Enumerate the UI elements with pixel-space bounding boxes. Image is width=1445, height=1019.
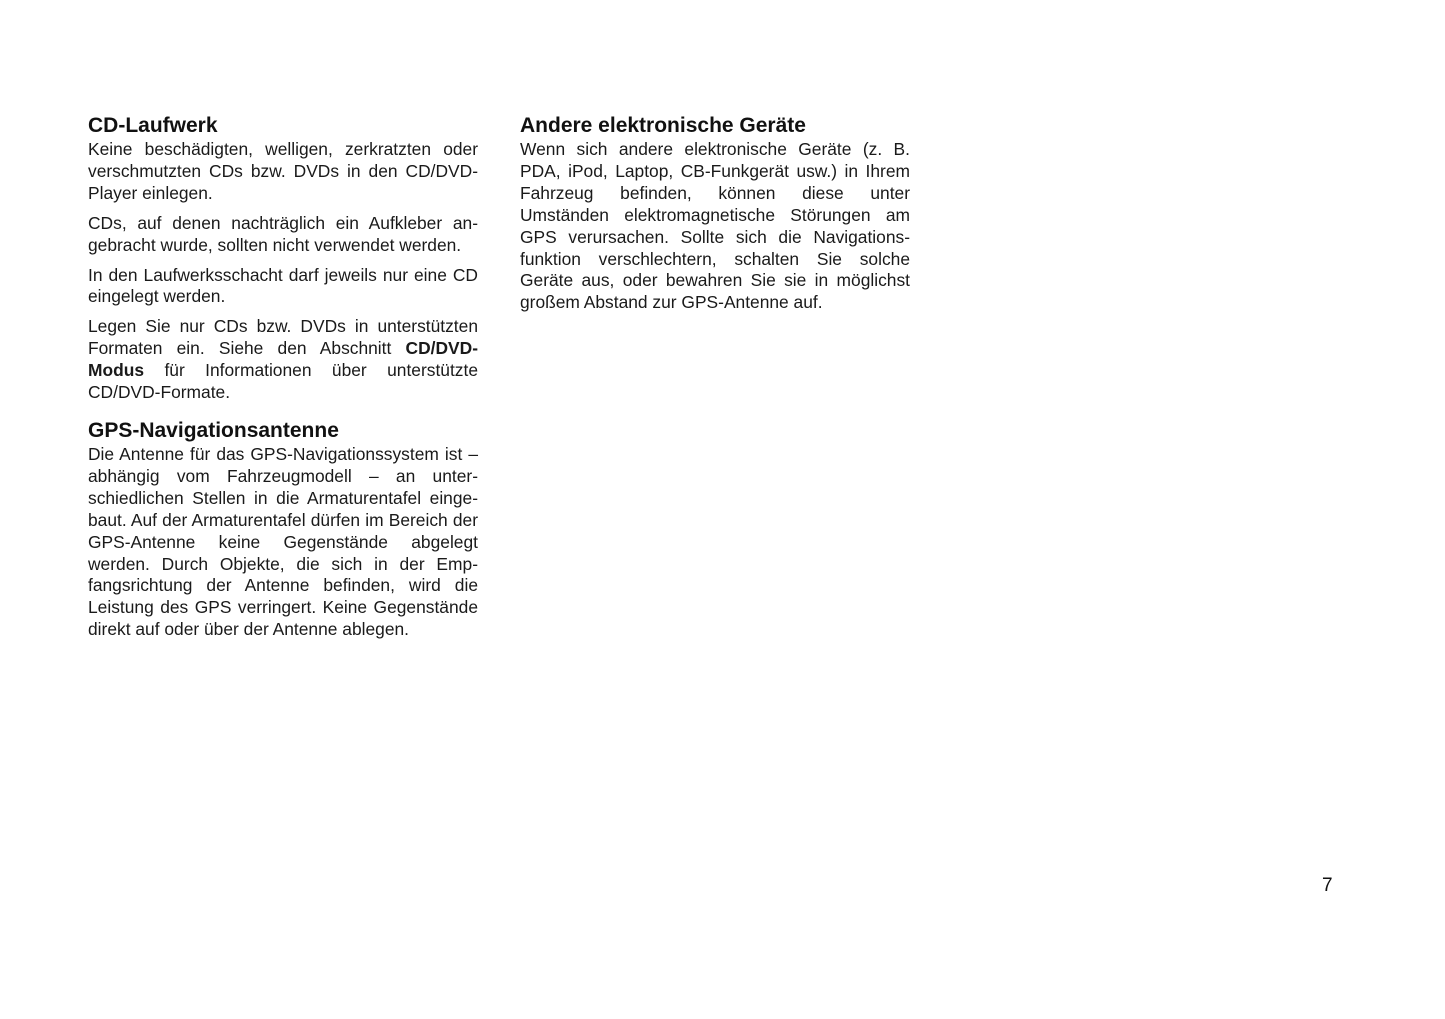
paragraph-cd-2: CDs, auf denen nachträglich ein Aufkleber angebracht wurde, sollten nicht verwendet werden. [88, 212, 478, 255]
paragraph-cd-4-text-before: Legen Sie nur CDs bzw. DVDs in unterstützten Formaten ein. Siehe den Abschnitt [88, 316, 478, 359]
paragraph-cd-4-text-after: für Informationen über unterstützte CD/DVD-Formate. [88, 360, 478, 403]
cross-reference-cd-dvd-modus: CD/DVD-Modus [88, 338, 478, 381]
paragraph-cd-1: Keine beschädigten, welligen, zerkratzten oder verschmutzten CDs bzw. DVDs in den CD/DVD-Player einlegen. [88, 139, 478, 203]
paragraph-cd-3: In den Laufwerksschacht darf jeweils nur eine CD eingelegt werden. [88, 264, 478, 307]
heading-cd-laufwerk: CD-Laufwerk [88, 114, 218, 137]
paragraph-gps-1: Die Antenne für das GPS-Navigationssystem ist – abhängig vom Fahrzeugmodell – an unterschiedlichen Stellen in die Armaturentafel eingebaut. Auf der Armaturentafel dürfen im Bereich der GPS-Antenne keine Gegenstände abgelegt werden. Durch Objekte, die sich in der Empfangsrichtung der Antenne befinden, wird die Leistung des GPS verringert. Keine Gegenstände direkt auf oder über der Antenne ablegen. [88, 443, 478, 640]
section-cd-laufwerk [88, 113, 478, 404]
right-column [520, 113, 910, 322]
paragraph-andere-geraete-1: Wenn sich andere elektronische Geräte (z. B. PDA, iPod, Laptop, CB-Funkgerät usw.) in Ihrem Fahrzeug befinden, können diese unter Umständen elektromagnetische Störungen am GPS verursachen. Sollte sich die Navigationsfunktion verschlechtern, schalten Sie solche Geräte aus, oder bewahren Sie sie in möglichst großem Abstand zur GPS-Antenne auf. [520, 139, 910, 313]
section-gps-antenne [88, 418, 478, 641]
section-andere-geraete [520, 113, 910, 314]
heading-andere-geraete: Andere elektronische Geräte [520, 114, 806, 137]
paragraph-cd-4 [88, 316, 478, 404]
heading-gps-antenne: GPS-Navigationsantenne [88, 418, 339, 442]
page-number: 7 [1322, 875, 1333, 896]
left-column [88, 113, 478, 649]
